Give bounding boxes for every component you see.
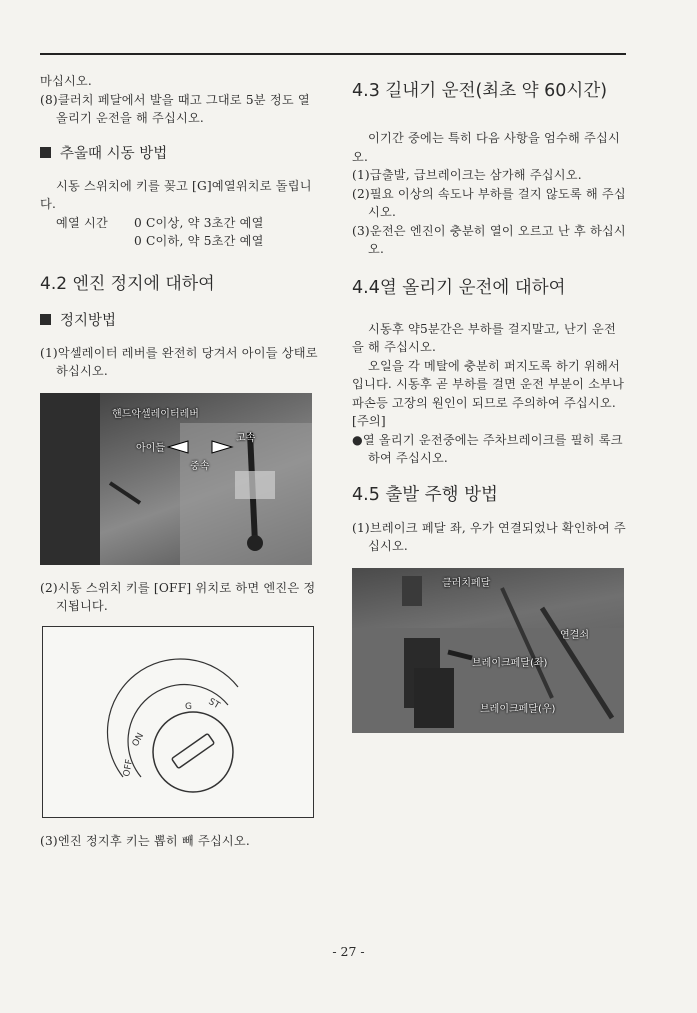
section-4-4-title: 4.4열 올리기 운전에 대하여 (352, 277, 566, 298)
break-in-2: (2)필요 이상의 속도나 부하를 걸지 않도록 해 주십시오. (352, 186, 626, 219)
section-4-2-title: 4.2 엔진 정지에 대하여 (40, 273, 215, 294)
stop-step-1: (1)악셀레이터 레버를 완전히 당겨서 아이들 상태로 하십시오. (40, 345, 318, 378)
throttle-lever-photo (40, 393, 312, 565)
preheat-row-1: 0 C이상, 약 3초간 예열 (134, 215, 264, 230)
break-in-3: (3)운전은 엔진이 충분히 열이 오르고 난 후 하십시오. (352, 223, 626, 256)
drive-step-1: (1)브레이크 페달 좌, 우가 연결되었나 확인하여 주십시오. (352, 520, 626, 553)
warm-up-1: 시동후 약5분간은 부하를 걸지말고, 난기 운전을 해 주십시오. (352, 321, 616, 354)
caution-item: ●열 올리기 운전중에는 주차브레이크를 필히 록크하여 주십시오. (352, 432, 623, 465)
label-brake-right: 브레이크페달(우) (480, 703, 556, 715)
label-idle: 아이들 (136, 442, 165, 454)
label-brake-left: 브레이크페달(좌) (472, 657, 548, 669)
caution-label: [주의] (352, 414, 386, 428)
preheat-row-2: 0 C이하, 약 5초간 예열 (134, 234, 264, 248)
break-in-1: (1)급출발, 급브레이크는 삼가해 주십시오. (352, 168, 582, 182)
brake-pedal-photo (352, 568, 624, 733)
label-hand-accelerator: 핸드악셀레이터레버 (112, 408, 199, 420)
header-rule (40, 53, 626, 55)
preheat-label: 예열 시간 (56, 215, 108, 230)
key-pos-g: G (185, 701, 192, 712)
section-4-3-title: 4.3 길내기 운전(최초 약 60시간) (352, 81, 608, 101)
stop-step-2: (2)시동 스위치 키를 [OFF] 위치로 하면 엔진은 정지됩니다. (40, 580, 316, 613)
item-8: (8)클러치 페달에서 발을 때고 그대로 5분 정도 열 올리기 운전을 해 주십시오. (40, 92, 310, 125)
key-pos-st: ST (206, 696, 222, 711)
key-pos-on: ON (130, 731, 147, 748)
preheat-table (40, 214, 323, 251)
key-switch-illustration (43, 627, 313, 817)
square-bullet-icon (40, 147, 51, 158)
intro-line: 마십시오. (40, 74, 92, 88)
key-switch-diagram (42, 626, 314, 818)
label-clutch-pedal: 클러치페달 (442, 577, 491, 589)
break-in-intro: 이기간 중에는 특히 다음 사항을 엄수해 주십시오. (352, 131, 620, 164)
square-bullet-icon (40, 314, 51, 325)
warm-up-2: 오일을 각 메탈에 충분히 퍼지도록 하기 위해서 입니다. 시동후 곧 부하를 걸면 운전 부분이 소부나 파손등 고장의 원인이 되므로 주의하여 주십시오. (352, 358, 625, 410)
right-column (352, 80, 626, 743)
left-column (40, 72, 323, 850)
round-bullet-icon: ● (352, 432, 363, 447)
section-4-5-title: 4.5 출발 주행 방법 (352, 484, 498, 505)
cold-start-text: 시동 스위치에 키를 꽂고 [G]예열위치로 돌립니다. (40, 178, 312, 211)
cold-start-heading: 추울때 시동 방법 (40, 142, 323, 163)
stop-step-3: (3)엔진 정지후 키는 뽑히 빼 주십시오. (40, 833, 250, 848)
key-pos-off: OFF (122, 758, 135, 778)
label-mid-speed: 중속 (190, 460, 210, 472)
stop-method-heading: 정지방법 (40, 309, 323, 330)
label-high-speed: 고속 (236, 432, 256, 444)
page-number: - 27 - (332, 944, 365, 959)
label-link: 연결쇠 (560, 629, 589, 641)
